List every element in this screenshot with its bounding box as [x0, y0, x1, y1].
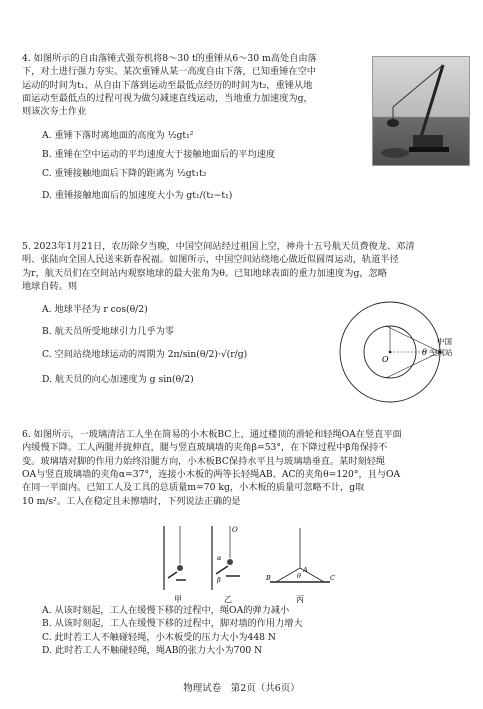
- q6-line-2: 内缓慢下降。工人两腿并拢伸直，腿与竖直玻璃墙的夹角β=53°，在下降过程中β角保持不: [22, 442, 388, 454]
- orbit-label-o: O: [382, 355, 389, 364]
- station-label-2: 空间站: [430, 348, 453, 357]
- fig-label-a: A: [303, 566, 308, 574]
- q6-option-d: D. 此时若工人不触碰轻绳，绳AB的张力大小为700 N: [42, 645, 263, 657]
- q4-line-1: 4. 如图所示的自由落锤式强夯机将8～30 t的重锤从6～30 m高处自由落: [22, 53, 317, 64]
- q6-line-6: 10 m/s²。工人在稳定且未擦墙时，下列说法正确的是: [22, 495, 241, 507]
- fig-label-yi: 乙: [224, 595, 232, 604]
- crane-photo: [372, 56, 470, 166]
- fig-label-b: B: [266, 574, 271, 582]
- q6-option-b: B. 从该时刻起，工人在缓慢下移的过程中，脚对墙的作用力增大: [42, 618, 303, 630]
- q6-line-1: 6. 如图所示，一玻璃清洁工人坐在简易的小木板BC上，通过楼顶的滑轮和轻绳OA在竖直平面: [22, 429, 402, 440]
- station-label-1: 中国: [437, 337, 452, 346]
- q4-line-3: 运动的时间为t₁、从自由下落到运动至最低点经历的时间为t₂，重锤从地: [22, 79, 313, 91]
- orbit-label-theta: θ: [422, 348, 427, 357]
- worker-diagram: [150, 524, 340, 606]
- q5-option-d: D. 航天员的向心加速度为 g sin(θ/2): [42, 374, 194, 386]
- q5-line-3: 为r，航天员们在空间站内观察地球的最大张角为θ。已知地球表面的重力加速度为g，忽略: [22, 267, 387, 279]
- q4-option-b: B. 重锤在空中运动的平均速度大于接触地面后的平均速度: [42, 149, 276, 161]
- q6-line-4: OA与竖直玻璃墙的夹角α=37°，连接小木板的两等长轻绳AB、AC的夹角θ=120°，且与OA: [22, 469, 401, 481]
- fig-label-theta: θ: [297, 572, 301, 580]
- q5-line-4: 地球自转。则: [22, 281, 78, 293]
- q5-option-a: A. 地球半径为 r cos(θ/2): [42, 304, 148, 316]
- q4-option-c: C. 重锤接触地面后下降的距离为 ½gt₁t₂: [42, 168, 207, 180]
- fig-label-alpha: α: [217, 554, 222, 562]
- fig-label-c: C: [330, 574, 335, 582]
- q4-option-a: A. 重锤下落时离地面的高度为 ½gt₁²: [42, 129, 194, 141]
- q5-line-2: 明、张陆向全国人民送来新春祝福。如图所示，中国空间站绕地心做近似圆周运动，轨道半径: [22, 254, 399, 266]
- q6-line-5: 在同一平面内。已知工人及工具的总质量m=70 kg，小木板的质量可忽略不计，g取: [22, 482, 365, 494]
- q4-option-d: D. 重锤接触地面后的加速度大小为 gt₁/(t₂−t₁): [42, 189, 233, 201]
- q4-line-5: 则该次夯土作业: [22, 106, 87, 118]
- crane-icon: [373, 57, 469, 165]
- q4-line-4: 面运动至最低点的过程可视为做匀减速直线运动，当地重力加速度为g，: [22, 93, 313, 105]
- q6-option-a: A. 从该时刻起，工人在缓慢下移的过程中，绳OA的弹力减小: [42, 605, 290, 616]
- q5-line-1: 5. 2023年1月21日，农历除夕当晚，中国空间站经过祖国上空，神舟十五号航天员费俊龙、邓清: [22, 241, 415, 252]
- q4-line-2: 下，对土进行强力夯实。某次重锤从某一高度自由下落，已知重锤在空中: [22, 66, 316, 78]
- q6-line-3: 变。玻璃墙对脚的作用力始终沿腿方向，小木板BC保持水平且与玻璃墙垂直。某时刻轻绳: [22, 455, 386, 467]
- page-footer: 物理试卷 第2页（共6页）: [183, 683, 300, 694]
- q5-option-b: B. 航天员所受地球引力几乎为零: [42, 325, 175, 337]
- q6-option-c: C. 此时若工人不触碰轻绳，小木板受的压力大小为448 N: [42, 631, 276, 643]
- orbit-diagram: [330, 300, 465, 405]
- fig-label-bing: 丙: [296, 595, 304, 604]
- worker-figure: [150, 524, 340, 610]
- q5-option-c: C. 空间站绕地球运动的周期为 2π/sin(θ/2)·√(r/g): [42, 349, 248, 361]
- fig-label-o: O: [232, 526, 238, 534]
- question-6: [22, 428, 462, 508]
- question-6-options: [22, 604, 462, 657]
- fig-label-jia: 甲: [174, 595, 182, 604]
- fig-label-beta: β: [217, 576, 221, 584]
- orbit-figure: [330, 300, 465, 409]
